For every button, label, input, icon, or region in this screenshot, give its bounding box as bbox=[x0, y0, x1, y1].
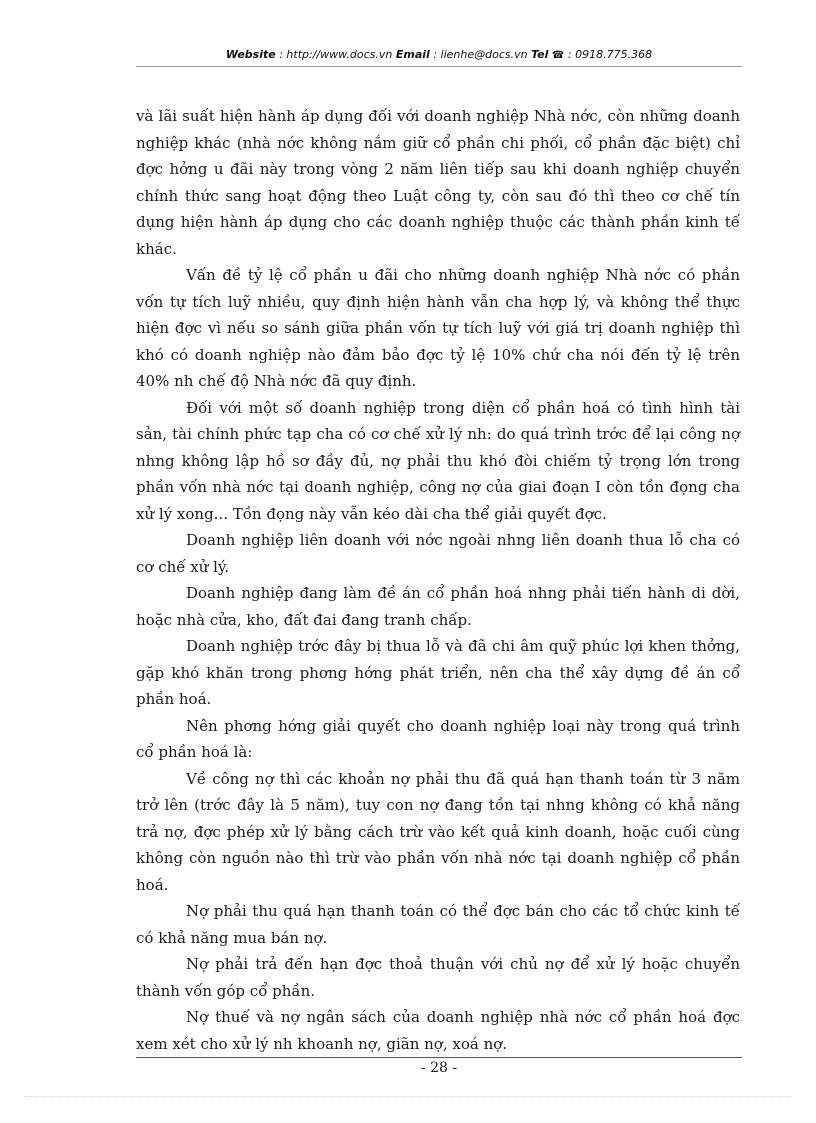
website-label: Website bbox=[225, 48, 276, 61]
tel-value: 0918.775.368 bbox=[575, 48, 653, 61]
page-bottom-dotted-line bbox=[24, 1096, 792, 1097]
email-link[interactable]: lienhe@docs.vn bbox=[440, 48, 528, 61]
page-header: Website : http://www.docs.vn Email : lienhe@docs.vn Tel ☎ : 0918.775.368 bbox=[225, 48, 653, 61]
paragraph: Về công nợ thì các khoản nợ phải thu đã quá hạn thanh toán từ 3 năm trở lên (trớc đây là 5 năm), tuy con nợ đang tồn tại nhng không có khả năng trả nợ, đợc phép xử lý bằng cách trừ vào kết quả kinh doanh, hoặc cuối cùng không còn nguồn nào thì trừ vào phần vốn nhà nớc tại doanh nghiệp cổ phần hoá. bbox=[136, 769, 740, 894]
phone-icon: ☎ bbox=[551, 50, 565, 61]
paragraph: Doanh nghiệp liên doanh với nớc ngoài nhng liên doanh thua lỗ cha có cơ chế xử lý. bbox=[136, 531, 740, 576]
paragraph: Vấn đề tỷ lệ cổ phần u đãi cho những doanh nghiệp Nhà nớc có phần vốn tự tích luỹ nhiều, quy định hiện hành vẫn cha hợp lý, và không thể thực hiện đợc vì nếu so sánh giữa phần vốn tự tích luỹ với giá trị doanh nghiệp thì khó có doanh nghiệp nào đảm bảo đợc tỷ lệ 10% chứ cha nói đến tỷ lệ trên 40% nh chế độ Nhà nớc đã quy định. bbox=[136, 266, 740, 390]
header-divider bbox=[136, 66, 742, 67]
paragraph: và lãi suất hiện hành áp dụng đối với doanh nghiệp Nhà nớc, còn những doanh nghiệp khác (nhà nớc không nắm giữ cổ phần chi phối, cổ phần đặc biệt) chỉ đợc hởng u đãi này trong vòng 2 năm liên tiếp sau khi doanh nghiệp chuyển chính thức sang hoạt động theo Luật công ty, còn sau đó thì theo cơ chế tín dụng hiện hành áp dụng cho các doanh nghiệp thuộc các thành phần kinh tế khác. bbox=[136, 107, 740, 258]
paragraph: Doanh nghiệp trớc đây bị thua lỗ và đã chi âm quỹ phúc lợi khen thởng, gặp khó khăn trong phơng hớng phát triển, nên cha thể xây dựng đề án cổ phần hoá. bbox=[136, 637, 740, 708]
website-link[interactable]: http://www.docs.vn bbox=[286, 48, 393, 61]
paragraph: Nợ phải thu quá hạn thanh toán có thể đợc bán cho các tổ chức kinh tế có khả năng mua bán nợ. bbox=[136, 902, 740, 947]
paragraph: Đối với một số doanh nghiệp trong diện cổ phần hoá có tình hình tài sản, tài chính phức tạp cha có cơ chế xử lý nh: do quá trình trớc để lại công nợ nhng không lập hồ sơ đầy đủ, nợ phải thu khó đòi chiếm tỷ trọng lớn trong phần vốn nhà nớc tại doanh nghiệp, công nợ của giai đoạn I còn tồn đọng cha xử lý xong... Tồn đọng này vẫn kéo dài cha thể giải quyết đợc. bbox=[136, 398, 740, 523]
page-number: - 28 - bbox=[420, 1060, 458, 1076]
footer-divider bbox=[136, 1057, 742, 1058]
document-body bbox=[136, 103, 740, 1057]
paragraph: Doanh nghiệp đang làm đề án cổ phần hoá nhng phải tiến hành di dời, hoặc nhà cửa, kho, đất đai đang tranh chấp. bbox=[136, 584, 740, 629]
paragraph: Nợ phải trả đến hạn đợc thoả thuận với chủ nợ để xử lý hoặc chuyển thành vốn góp cổ phần. bbox=[136, 955, 740, 1000]
email-label: Email bbox=[395, 48, 430, 61]
paragraph: Nên phơng hớng giải quyết cho doanh nghiệp loại này trong quá trình cổ phần hoá là: bbox=[136, 716, 740, 761]
paragraph: Nợ thuế và nợ ngân sách của doanh nghiệp nhà nớc cổ phần hoá đợc xem xét cho xử lý nh khoanh nợ, giãn nợ, xoá nợ. bbox=[136, 1008, 740, 1053]
tel-label: Tel bbox=[531, 48, 549, 61]
